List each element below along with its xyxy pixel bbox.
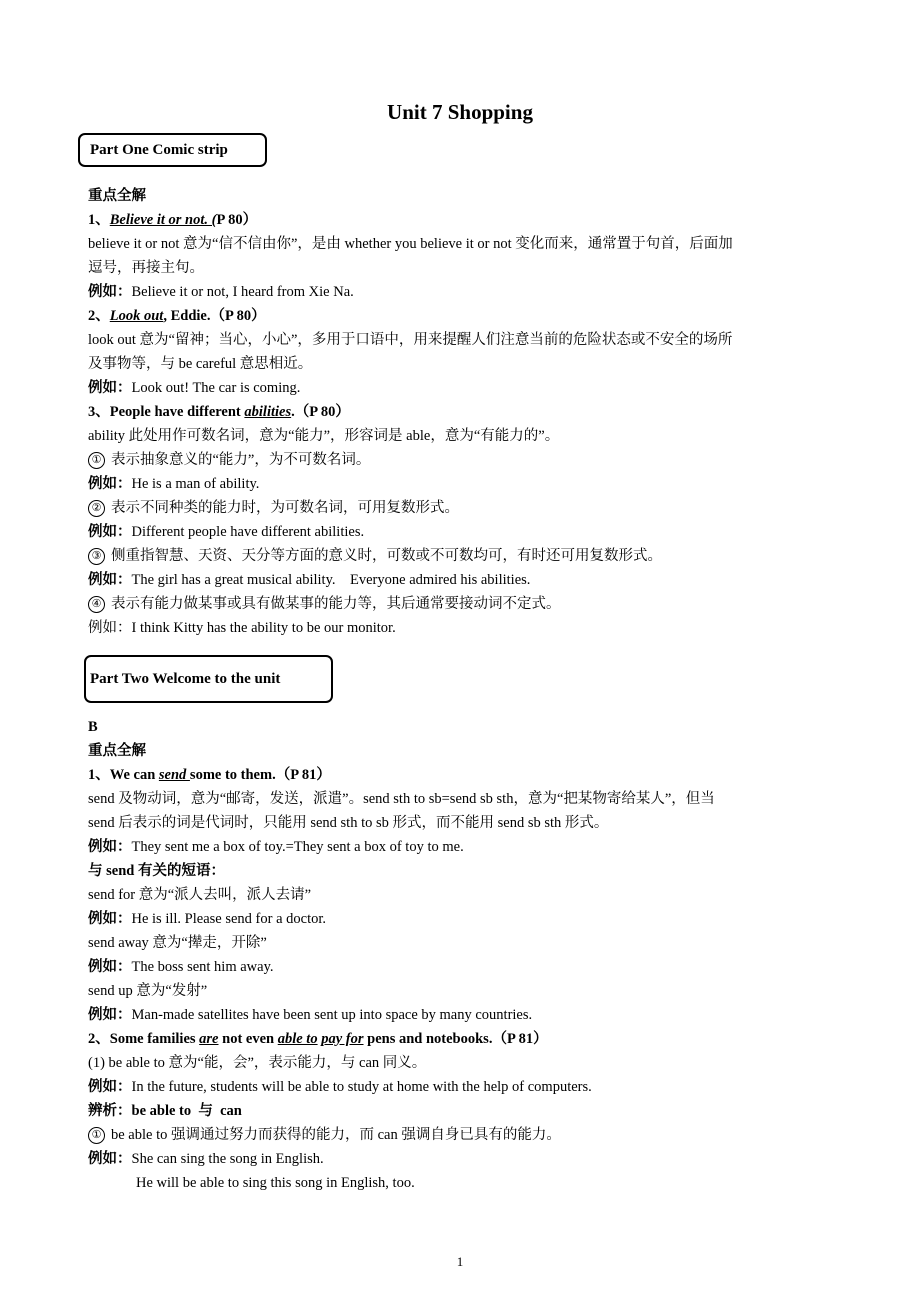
page-number: 1 [456,1254,464,1269]
section-title-part-two: Part Two Welcome to the unit [90,670,281,687]
point-2-heading: 2、Some families are not even able to pay for pens and notebooks.（P 81） [88,1031,548,1047]
part-two-content [88,715,833,1195]
key-phrase: pay for [321,1031,364,1047]
key-phrase: Look out [109,308,164,324]
key-phrase: are [199,1031,219,1047]
usage-2: ② 表示不同种类的能力时，为可数名词，可用复数形式。 [88,496,833,520]
comparison-heading: 辨析：be able to 与 can [88,1103,242,1119]
point-1-heading: 1、Believe it or not. (P 80） [88,212,258,228]
circled-number: ④ [88,596,105,613]
example-line: 例如：The boss sent him away. [88,959,274,975]
explanation-text: send 后表示的词是代词时，只能用 send sth to sb 形式，而不能用 send sb sth 形式。 [88,815,609,831]
section-title-part-one: Part One Comic strip [90,141,228,158]
key-phrase: Believe it or not. ( [109,212,217,228]
section-box-part-one [78,133,267,167]
part-one-content [88,184,833,640]
example-line: 例如：Look out! The car is coming. [88,380,301,396]
example-line: 例如：He is a man of ability. [88,476,260,492]
comparison-label: 辨析： [88,1103,132,1119]
example-label: 例如： [88,839,132,855]
example-line: 例如：They sent me a box of toy.=They sent a box of toy to me. [88,839,464,855]
explanation-text: send 及物动词，意为“邮寄，发送，派遣”。send sth to sb=send sb sth，意为“把某物寄给某人”，但当 [88,791,715,807]
usage-1: ① 表示抽象意义的“能力”，为不可数名词。 [88,448,833,472]
page-title: Unit 7 Shopping [387,100,533,124]
example-label: 例如： [88,620,132,636]
circled-number: ② [88,500,105,517]
example-line: 例如：In the future, students will be able to study at home with the help of computers. [88,1079,592,1095]
circled-number: ① [88,1127,105,1144]
phrase-definition: send for 意为“派人去叫，派人去请” [88,887,312,903]
key-points-heading: 重点全解 [88,188,146,204]
phrase-definition: send away 意为“撵走，开除” [88,935,267,951]
explanation-text: (1) be able to 意为“能，会”，表示能力，与 can 同义。 [88,1055,427,1071]
circled-number: ① [88,452,105,469]
key-phrase: able to [277,1031,318,1047]
explanation-text: look out 意为“留神；当心，小心”，多用于口语中，用来提醒人们注意当前的危险状态或不安全的场所 [88,332,733,348]
explanation-text: 逗号，再接主句。 [88,260,204,276]
example-line: 例如：The girl has a great musical ability. Everyone admired his abilities. [88,572,531,588]
point-3-heading: 3、People have different abilities.（P 80） [88,404,350,420]
example-label: 例如： [88,476,132,492]
example-line: 例如：She can sing the song in English. [88,1151,324,1167]
example-line: He will be able to sing this song in English, too. [136,1175,415,1191]
explanation-text: believe it or not 意为“信不信由你”，是由 whether you believe it or not 变化而来，通常置于句首，后面加 [88,236,733,252]
example-line: 例如：I think Kitty has the ability to be our monitor. [88,620,396,636]
point-2-heading: 2、Look out, Eddie.（P 80） [88,308,266,324]
example-line: 例如：He is ill. Please send for a doctor. [88,911,326,927]
example-label: 例如： [88,1151,132,1167]
key-phrase: send [158,767,190,783]
example-label: 例如： [88,959,132,975]
example-line: 例如：Man-made satellites have been sent up into space by many countries. [88,1007,533,1023]
section-letter: B [88,719,98,735]
explanation-text: 及事物等，与 be careful 意思相近。 [88,356,313,372]
comparison-point-1: ① be able to 强调通过努力而获得的能力，而 can 强调自身已具有的能力。 [88,1123,833,1147]
example-label: 例如： [88,1007,132,1023]
example-label: 例如： [88,1079,132,1095]
example-label: 例如： [88,572,132,588]
section-box-part-two [84,655,333,703]
key-points-heading: 重点全解 [88,743,146,759]
example-label: 例如： [88,911,132,927]
example-label: 例如： [88,284,132,300]
circled-number: ③ [88,548,105,565]
usage-4: ④ 表示有能力做某事或具有做某事的能力等，其后通常要接动词不定式。 [88,592,833,616]
example-label: 例如： [88,524,132,540]
key-phrase: abilities [244,404,292,420]
phrase-definition: send up 意为“发射” [88,983,208,999]
example-label: 例如： [88,380,132,396]
explanation-text: ability 此处用作可数名词，意为“能力”，形容词是 able，意为“有能力的”。 [88,428,560,444]
example-line: 例如：Believe it or not, I heard from Xie Na. [88,284,354,300]
usage-3: ③ 侧重指智慧、天资、天分等方面的意义时，可数或不可数均可，有时还可用复数形式。 [88,544,833,568]
point-1-heading: 1、We can send some to them.（P 81） [88,767,331,783]
phrases-heading: 与 send 有关的短语： [88,863,225,879]
example-line: 例如：Different people have different abilities. [88,524,365,540]
